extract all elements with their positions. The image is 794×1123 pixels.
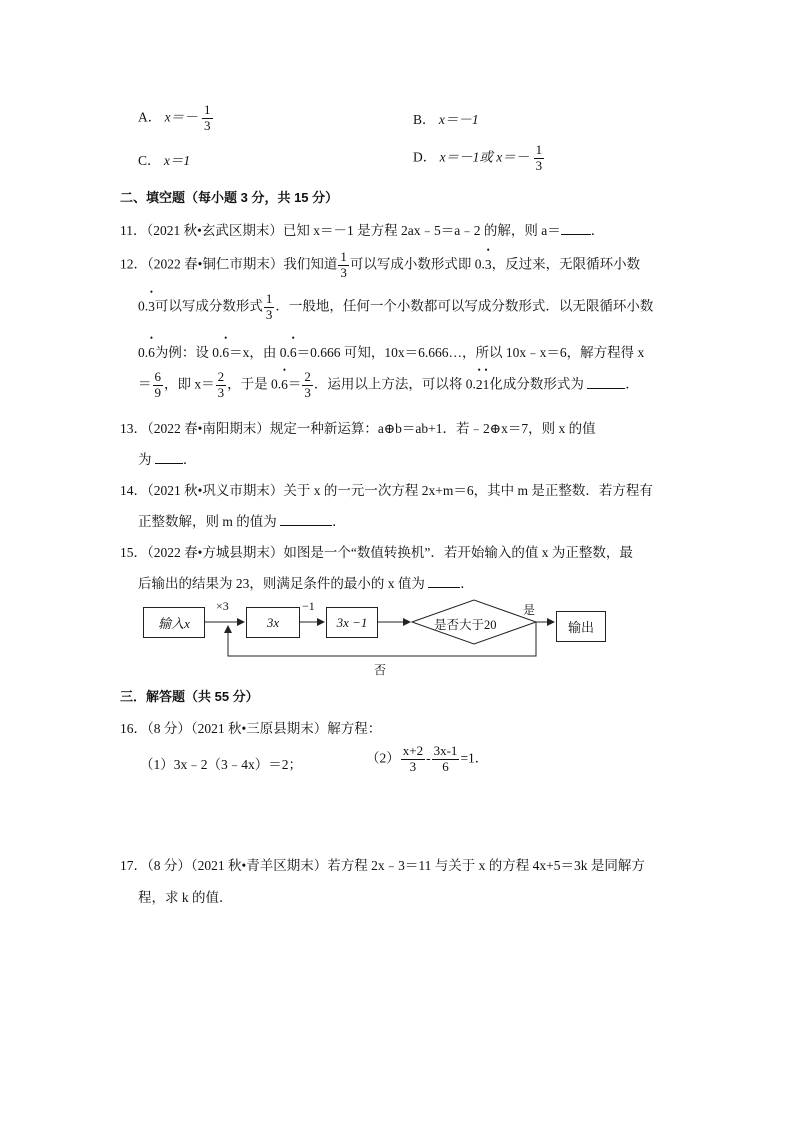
denominator: 6 xyxy=(442,758,449,774)
question-15-line-1 xyxy=(120,541,633,561)
question-12-end: ． xyxy=(625,376,639,392)
fraction xyxy=(302,370,313,401)
question-12-text: 化成分数形式为 xyxy=(489,376,584,392)
box-3x-label: 3x xyxy=(266,614,280,630)
fraction xyxy=(338,250,349,281)
times3-label: ×3 xyxy=(216,599,229,613)
option-b-label: B． xyxy=(413,112,436,127)
question-17-line-1 xyxy=(120,854,645,874)
question-14-end: ． xyxy=(332,514,346,529)
question-15-end: ． xyxy=(460,576,474,591)
option-c-expr: x＝1 xyxy=(163,153,191,168)
answer-blank[interactable] xyxy=(561,233,591,235)
question-14-text: 正整数解，则 m 的值为 xyxy=(138,514,277,529)
question-13-text: 为 xyxy=(138,452,152,467)
question-16-number: 16． xyxy=(120,721,147,736)
fraction xyxy=(264,292,275,323)
option-b-expr: x＝－1 xyxy=(438,112,479,127)
question-12-line-2 xyxy=(138,292,653,323)
question-12-text: ＝ xyxy=(287,376,302,392)
denominator: 3 xyxy=(265,306,273,322)
question-12-line-1 xyxy=(120,250,640,281)
question-11-number: 11． xyxy=(120,223,147,238)
repeating-digit: • 1 xyxy=(483,377,490,393)
question-12-text: ．运用以上方法，可以将 0. xyxy=(313,376,476,392)
repeating-digit: • 3 xyxy=(148,299,155,315)
option-d-fraction xyxy=(534,143,545,174)
option-c-label: C． xyxy=(138,153,161,168)
answer-blank[interactable] xyxy=(155,462,183,464)
question-17-text: 程，求 k 的值． xyxy=(138,890,233,905)
numerator: 2 xyxy=(217,369,225,384)
question-16-part-1-text: （1）3x﹣2（3﹣4x）＝2； xyxy=(140,757,302,772)
input-box xyxy=(143,607,205,638)
repeating-digit: • 3 xyxy=(485,257,492,273)
option-c xyxy=(138,149,190,169)
question-12-text: 可以写成小数形式即 0. xyxy=(349,256,485,272)
question-11 xyxy=(120,219,604,239)
option-a-fraction xyxy=(202,103,213,134)
question-12-text: 0. xyxy=(138,298,149,314)
output-label: 输出 xyxy=(567,620,594,635)
minus1-label: −1 xyxy=(302,599,315,613)
section-3-heading: 三．解答题（共 55 分） xyxy=(120,689,259,704)
minus-sign: - xyxy=(426,750,431,766)
numerator: 1 xyxy=(340,249,347,264)
fraction xyxy=(153,370,164,401)
question-17-number: 17． xyxy=(120,858,147,873)
decision-label: 是否大于20 xyxy=(434,618,497,632)
denominator: 3 xyxy=(304,384,311,400)
question-17-text: （8 分）（2021 秋•青羊区期末）若方程 2x﹣3＝11 与关于 x 的方程 4x+5＝3k 是同解方 xyxy=(147,858,645,873)
fraction xyxy=(432,744,460,775)
option-d-expr: x＝－1或 x＝－ xyxy=(439,149,530,165)
box-3x xyxy=(246,607,300,638)
answer-blank[interactable] xyxy=(280,524,332,526)
answer-blank[interactable] xyxy=(587,387,625,389)
question-13-end: ． xyxy=(182,452,197,467)
question-16-part-1 xyxy=(140,753,302,773)
denominator: 9 xyxy=(154,384,161,400)
option-a-label: A． xyxy=(138,109,162,125)
question-16-part-2 xyxy=(366,744,488,775)
yes-label: 是 xyxy=(523,603,536,617)
flowchart xyxy=(140,598,610,680)
option-a-denominator: 3 xyxy=(204,117,211,133)
denominator: 3 xyxy=(340,264,347,280)
question-16-text: （8 分）（2021 秋•三原县期末）解方程： xyxy=(147,721,382,736)
input-label: 输入x xyxy=(158,616,190,631)
equation-end: =1． xyxy=(460,750,489,766)
numerator: 2 xyxy=(304,369,311,384)
repeating-digit: • 6 xyxy=(281,377,288,393)
question-12-text: （2022 春•铜仁市期末）我们知道 xyxy=(147,256,338,272)
question-14-number: 14． xyxy=(120,483,147,498)
option-d xyxy=(413,143,545,174)
question-12-text: 0. xyxy=(138,345,149,360)
question-12-text: ，反过来，无限循环小数 xyxy=(491,256,641,272)
question-12-text: ＝ xyxy=(138,376,152,392)
output-box xyxy=(556,611,606,642)
question-12-text: 可以写成分数形式 xyxy=(154,298,263,314)
question-12-text: 为例：设 0. xyxy=(154,345,223,360)
question-14-line-2 xyxy=(138,510,346,530)
question-13-text: （2022 春•南阳期末）规定一种新运算：a⊕b＝ab+1．若﹣2⊕x＝7，则 x 的值 xyxy=(147,421,596,436)
repeating-digit: • 2 xyxy=(476,377,483,393)
question-15-number: 15． xyxy=(120,545,147,560)
numerator: 6 xyxy=(154,369,161,384)
question-15-text: （2022 春•方城县期末）如图是一个“数值转换机”．若开始输入的值 x 为正整数，最 xyxy=(147,545,633,560)
question-12-text: ＝x，由 0. xyxy=(229,345,290,360)
no-label: 否 xyxy=(374,663,387,677)
repeating-digit: • 6 xyxy=(290,345,297,361)
section-2-heading: 二、填空题（每小题 3 分，共 15 分） xyxy=(120,190,339,205)
question-13-line-1 xyxy=(120,417,596,437)
question-15-text: 后输出的结果为 23，则满足条件的最小的 x 值为 xyxy=(138,576,425,591)
question-13-number: 13． xyxy=(120,421,147,436)
box-3x-minus-1-label: 3x −1 xyxy=(336,614,368,630)
question-11-text: （2021 秋•玄武区期末）已知 x＝－1 是方程 2ax﹣5＝a﹣2 的解，则 a＝ xyxy=(146,223,561,238)
question-14-line-1 xyxy=(120,479,653,499)
numerator: x+2 xyxy=(402,743,424,758)
question-12-text: ．一般地，任何一个小数都可以写成分数形式．以无限循环小数 xyxy=(275,298,654,314)
option-b xyxy=(413,108,479,128)
option-d-denominator: 3 xyxy=(535,157,543,173)
repeating-digit: • 6 xyxy=(222,345,229,361)
part-label: （2） xyxy=(366,750,400,766)
numerator: 1 xyxy=(265,291,273,306)
question-13-line-2 xyxy=(138,448,196,468)
option-a-numerator: 1 xyxy=(204,102,211,117)
denominator: 3 xyxy=(409,758,417,774)
box-3x-minus-1 xyxy=(326,607,378,638)
question-11-end: ． xyxy=(590,223,605,238)
option-a xyxy=(138,103,214,134)
question-12-line-4 xyxy=(138,370,639,401)
repeating-digit: • 6 xyxy=(148,345,155,361)
question-12-text: ，于是 0. xyxy=(227,376,282,392)
fraction xyxy=(401,744,425,775)
numerator: 3x-1 xyxy=(433,743,458,758)
answer-blank[interactable] xyxy=(428,586,460,588)
option-d-label: D． xyxy=(413,149,437,165)
question-17-line-2 xyxy=(138,886,233,906)
denominator: 3 xyxy=(217,384,225,400)
fraction xyxy=(216,370,227,401)
question-12-text: ＝0.666 可知，10x＝6.666…，所以 10x﹣x＝6，解方程得 x xyxy=(296,345,645,360)
option-d-numerator: 1 xyxy=(535,142,543,157)
question-16 xyxy=(120,717,381,737)
option-a-expr: x＝－ xyxy=(164,109,198,125)
question-12-number: 12． xyxy=(120,256,147,272)
question-12-line-3 xyxy=(138,341,644,361)
question-12-text: ，即 x＝ xyxy=(164,376,215,392)
question-15-line-2 xyxy=(138,572,474,592)
question-14-text: （2021 秋•巩义市期末）关于 x 的一元一次方程 2x+m＝6，其中 m 是正整数．若方程有 xyxy=(147,483,653,498)
